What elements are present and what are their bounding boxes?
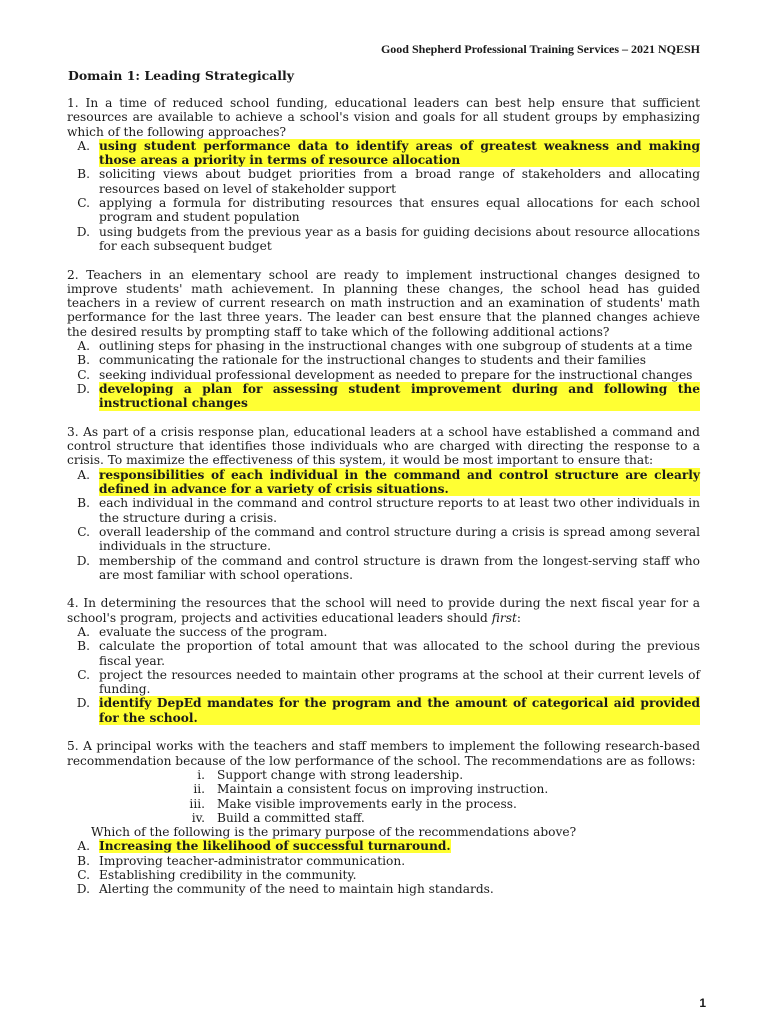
- option-b: [67, 167, 700, 196]
- option-text: Alerting the community of the need to maintain high standards.: [99, 882, 494, 897]
- option-letter: D.: [76, 553, 90, 568]
- question-1: [67, 96, 700, 253]
- option-b: [67, 496, 700, 525]
- option-a: [67, 339, 700, 353]
- option-text-highlighted: [99, 468, 700, 497]
- recommendation-item: [67, 768, 700, 782]
- option-a: [67, 625, 700, 639]
- option-text: project the resources needed to maintain other programs at the school at their current levels of funding.: [99, 667, 700, 697]
- option-letter: C.: [77, 667, 90, 682]
- option-text: Establishing credibility in the community.: [99, 868, 357, 883]
- option-text: using budgets from the previous year as a basis for guiding decisions about resource allocations for each subsequent budget: [99, 224, 700, 253]
- question-stem: 5. A principal works with the teachers and staff members to implement the following research-based recommendation because of the low performance of the school. The recommendations are as follows:: [67, 739, 700, 768]
- option-a: [67, 468, 700, 497]
- question-followup: Which of the following is the primary purpose of the recommendations above?: [91, 825, 577, 840]
- option-letter: A.: [77, 138, 90, 153]
- option-letter: C.: [77, 367, 90, 382]
- option-text: Improving teacher-administrator communication.: [99, 853, 406, 868]
- option-letter: C.: [77, 196, 90, 211]
- question-stem: 1. In a time of reduced school funding, educational leaders can best help ensure that sufficient resources are available to achieve a school's vision and goals for all student groups by emphasizing which of the following approaches?: [67, 96, 700, 139]
- recommendation-item: [67, 782, 700, 796]
- option-a: [67, 139, 700, 168]
- question-stem: 2. Teachers in an elementary school are ready to implement instructional changes designed to improve students' math achievement. In planning these changes, the school head has guided teachers in a review of current research on math instruction and an examination of students' math performance for the last three years. The leader can best ensure that the planned changes achieve the desired results by prompting staff to take which of the following additional actions?: [67, 267, 700, 339]
- option-text-highlighted: [99, 139, 700, 168]
- recommendation-text: Maintain a consistent focus on improving instruction.: [217, 782, 549, 797]
- option-b: [67, 854, 700, 868]
- option-letter: B.: [77, 167, 90, 182]
- recommendation-text: Make visible improvements early in the process.: [217, 796, 517, 811]
- option-letter: A.: [77, 339, 90, 354]
- option-letter: B.: [77, 353, 90, 368]
- option-letter: A.: [77, 624, 90, 639]
- recommendation-item: [67, 797, 700, 811]
- question-list: [67, 96, 700, 911]
- highlighted-answer: responsibilities of each individual in the command and control structure are clearly defined in advance for a variety of crisis situations.: [99, 467, 700, 497]
- roman-numeral: iii.: [189, 796, 205, 811]
- page-header: Good Shepherd Professional Training Services – 2021 NQESH: [380, 42, 700, 56]
- option-b: [67, 639, 700, 668]
- question-stem: 3. As part of a crisis response plan, educational leaders at a school have established a command and control structure that identifies those individuals who are charged with directing the response to a crisis. To maximize the effectiveness of this system, it would be most important to ensure that:: [67, 424, 700, 468]
- option-text: [99, 839, 700, 853]
- option-text: each individual in the command and control structure reports to at least two other individuals in the structure during a crisis.: [99, 496, 700, 525]
- roman-numeral: ii.: [193, 782, 205, 797]
- option-d: [67, 382, 700, 411]
- option-c: [67, 668, 700, 697]
- roman-numeral: iv.: [191, 810, 205, 825]
- question-stem: [67, 596, 700, 625]
- option-text: overall leadership of the command and control structure during a crisis is spread among several individuals in the structure.: [99, 524, 700, 554]
- domain-title: Domain 1: Leading Strategically: [68, 68, 295, 83]
- recommendation-item: [67, 811, 700, 825]
- highlighted-answer: identify DepEd mandates for the program and the amount of categorical aid provided for the school.: [99, 696, 700, 725]
- option-letter: A.: [77, 839, 90, 854]
- option-text: applying a formula for distributing resources that ensures equal allocations for each school program and student population: [99, 196, 700, 225]
- option-text: membership of the command and control structure is drawn from the longest-serving staff who are most familiar with school operations.: [99, 553, 700, 582]
- option-letter: C.: [77, 524, 90, 539]
- roman-numeral: i.: [197, 767, 205, 782]
- option-text: evaluate the success of the program.: [99, 624, 328, 639]
- highlighted-answer: developing a plan for assessing student improvement during and following the instructional changes: [99, 381, 700, 411]
- stem-punct: :: [516, 610, 521, 625]
- stem-emphasis: first: [491, 610, 517, 625]
- recommendation-text: Support change with strong leadership.: [217, 767, 464, 782]
- option-text: outlining steps for phasing in the instructional changes with one subgroup of students at a time: [99, 339, 693, 354]
- option-b: [67, 353, 700, 367]
- option-c: [67, 196, 700, 225]
- highlighted-answer: Increasing the likelihood of successful turnaround.: [99, 839, 451, 854]
- option-c: [67, 368, 700, 382]
- option-text: seeking individual professional development as needed to prepare for the instructional changes: [99, 367, 693, 382]
- option-letter: B.: [77, 639, 90, 654]
- recommendation-text: Build a committed staff.: [217, 810, 365, 825]
- question-3: [67, 425, 700, 582]
- option-d: [67, 225, 700, 254]
- option-letter: A.: [77, 467, 90, 482]
- option-text-highlighted: [99, 382, 700, 411]
- option-c: [67, 525, 700, 554]
- option-d: [67, 554, 700, 583]
- option-letter: D.: [76, 224, 90, 239]
- question-2: [67, 268, 700, 411]
- option-text: communicating the rationale for the instructional changes to students and their families: [99, 353, 647, 368]
- option-d: [67, 882, 700, 896]
- option-letter: B.: [77, 853, 90, 868]
- stem-text: 4. In determining the resources that the school will need to provide during the next fiscal year for a school's program, projects and activities educational leaders should: [67, 596, 700, 625]
- question-5: [67, 739, 700, 896]
- option-letter: D.: [76, 696, 90, 711]
- option-letter: C.: [77, 868, 90, 883]
- option-text: calculate the proportion of total amount that was allocated to the school during the previous fiscal year.: [99, 639, 700, 668]
- option-letter: D.: [76, 882, 90, 897]
- option-a: [67, 839, 700, 853]
- question-4: [67, 596, 700, 725]
- option-letter: B.: [77, 496, 90, 511]
- option-c: [67, 868, 700, 882]
- page-number: 1: [699, 996, 706, 1010]
- option-letter: D.: [76, 381, 90, 396]
- option-d: [67, 696, 700, 725]
- highlighted-answer: using student performance data to identify areas of greatest weakness and making those areas a priority in terms of resource allocation: [99, 138, 700, 168]
- option-text: soliciting views about budget priorities from a broad range of stakeholders and allocating resources based on level of stakeholder support: [99, 167, 700, 196]
- option-text-highlighted: [99, 696, 700, 725]
